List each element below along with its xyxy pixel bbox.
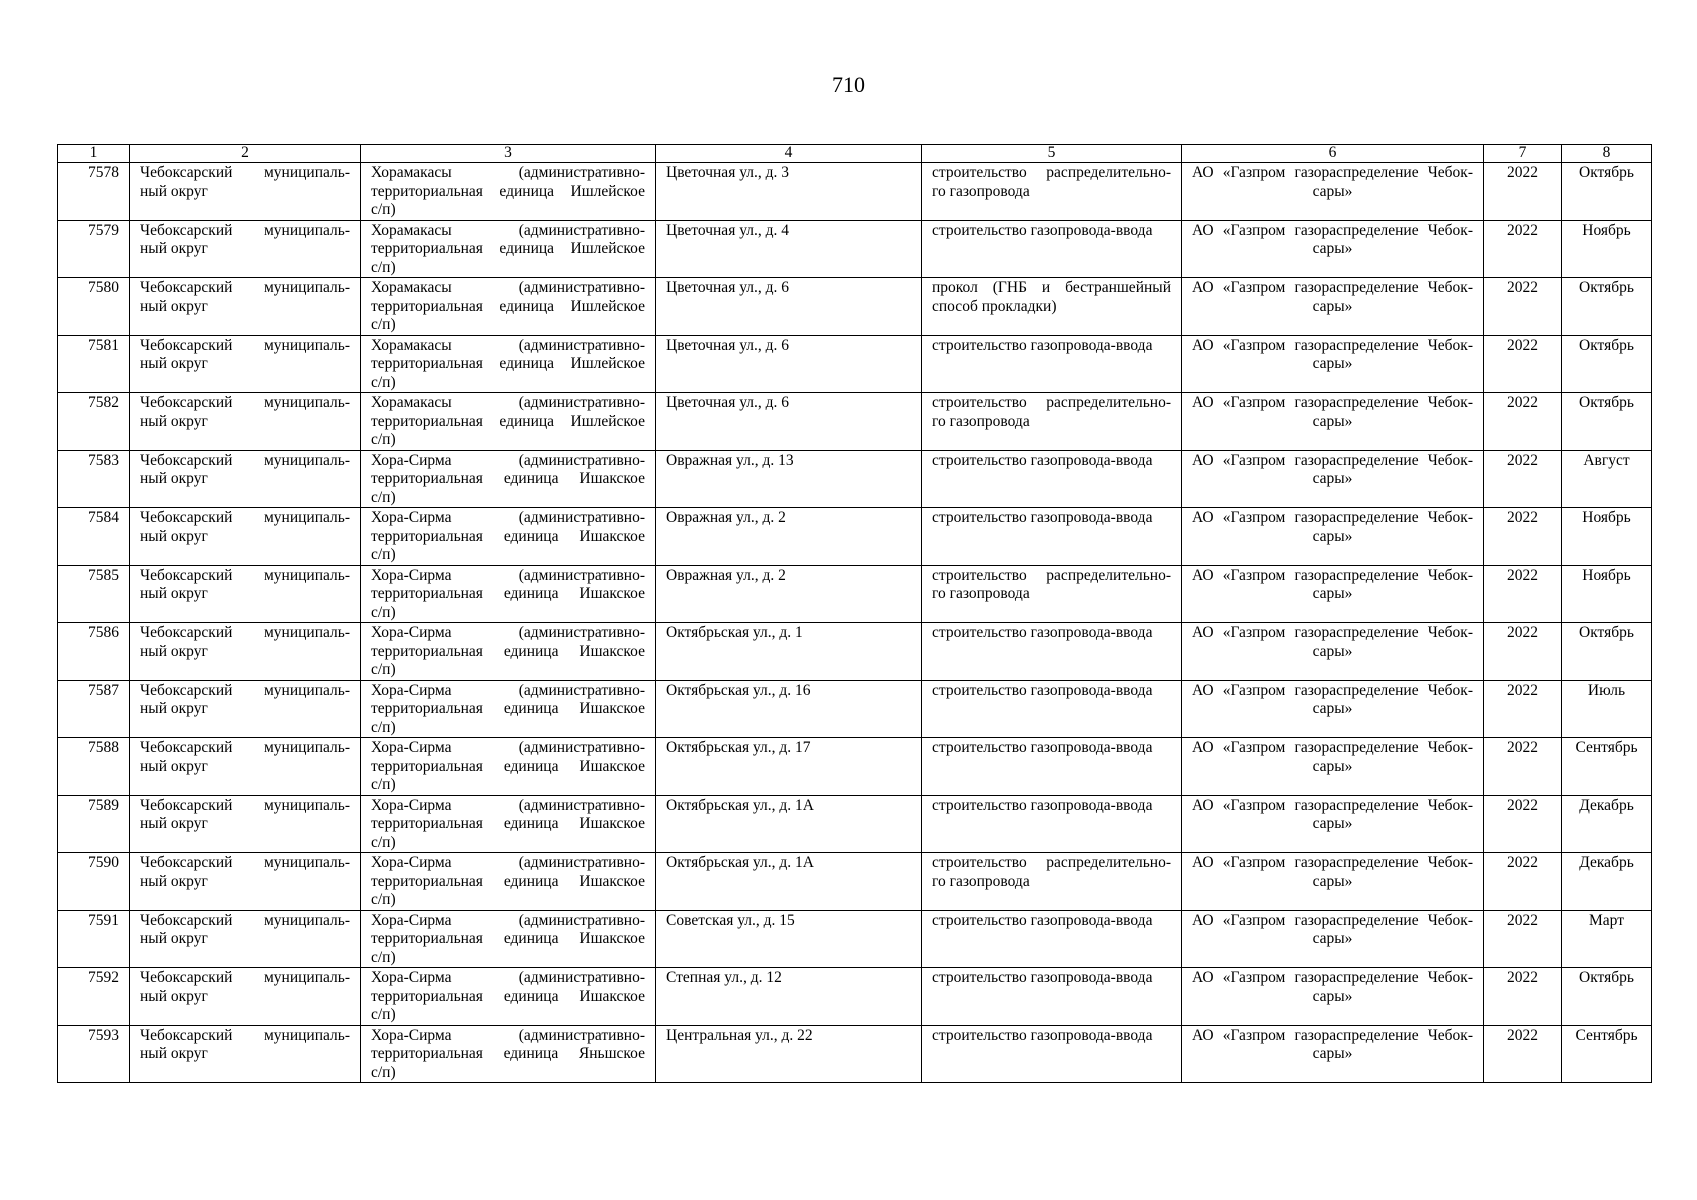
settlement-cell-line: территориальная единица Ишакское <box>371 757 645 775</box>
district-cell <box>130 393 361 451</box>
column-number-row <box>58 145 1652 163</box>
district-cell-line: ный округ <box>140 527 208 545</box>
row-number: 7584 <box>58 508 130 566</box>
table-row <box>58 335 1652 393</box>
row-number: 7585 <box>58 565 130 623</box>
month-cell: Октябрь <box>1562 623 1652 681</box>
column-header: 6 <box>1182 145 1484 163</box>
year-cell: 2022 <box>1484 163 1562 221</box>
address-cell: Советская ул., д. 15 <box>656 910 922 968</box>
address-cell: Цветочная ул., д. 3 <box>656 163 922 221</box>
settlement-cell-line: с/п) <box>371 833 396 851</box>
settlement-cell <box>361 393 656 451</box>
row-number: 7592 <box>58 968 130 1026</box>
settlement-cell-line: Хорамакасы (административно- <box>371 279 645 296</box>
month-cell: Июль <box>1562 680 1652 738</box>
organization-cell-line: АО «Газпром газораспределение Чебок- <box>1192 279 1473 296</box>
work-type-cell: строительство газопровода-ввода <box>922 680 1182 738</box>
organization-cell-line: АО «Газпром газораспределение Чебок- <box>1192 796 1473 814</box>
work-type-cell <box>922 393 1182 451</box>
work-type-cell-line: способ прокладки) <box>932 297 1057 315</box>
column-header: 4 <box>656 145 922 163</box>
address-cell: Овражная ул., д. 2 <box>656 565 922 623</box>
district-cell <box>130 968 361 1026</box>
district-cell-line: ный округ <box>140 585 208 602</box>
district-cell <box>130 795 361 853</box>
row-number: 7593 <box>58 1025 130 1083</box>
organization-cell <box>1182 220 1484 278</box>
work-type-cell-line: строительство распределительно- <box>932 164 1171 181</box>
settlement-cell-line: территориальная единица Ишакское <box>371 872 645 890</box>
settlement-cell <box>361 738 656 796</box>
settlement-cell <box>361 508 656 566</box>
organization-cell <box>1182 910 1484 968</box>
settlement-cell <box>361 220 656 278</box>
settlement-cell-line: территориальная единица Ишакское <box>371 700 645 717</box>
year-cell: 2022 <box>1484 393 1562 451</box>
month-cell: Октябрь <box>1562 393 1652 451</box>
district-cell-line: Чебоксарский муниципаль- <box>140 796 350 814</box>
table-row <box>58 1025 1652 1083</box>
column-header: 2 <box>130 145 361 163</box>
year-cell: 2022 <box>1484 1025 1562 1083</box>
settlement-cell-line: с/п) <box>371 373 396 391</box>
row-number: 7580 <box>58 278 130 336</box>
settlement-cell-line: с/п) <box>371 546 396 563</box>
settlement-cell-line: Хора-Сирма (административно- <box>371 681 645 699</box>
settlement-cell-line: Хора-Сирма (административно- <box>371 854 645 871</box>
row-number: 7579 <box>58 220 130 278</box>
column-header: 8 <box>1562 145 1652 163</box>
year-cell: 2022 <box>1484 738 1562 796</box>
organization-cell-line: сары» <box>1312 872 1353 890</box>
organization-cell-line: сары» <box>1312 355 1353 372</box>
district-cell-line: ный округ <box>140 642 208 660</box>
organization-cell-line: сары» <box>1312 240 1353 257</box>
district-cell-line: ный округ <box>140 930 208 947</box>
district-cell <box>130 335 361 393</box>
district-cell-line: Чебоксарский муниципаль- <box>140 624 350 641</box>
year-cell: 2022 <box>1484 623 1562 681</box>
work-type-cell <box>922 163 1182 221</box>
address-cell: Цветочная ул., д. 6 <box>656 393 922 451</box>
address-cell: Центральная ул., д. 22 <box>656 1025 922 1083</box>
district-cell-line: ный округ <box>140 815 208 832</box>
district-cell-line: Чебоксарский муниципаль- <box>140 509 350 526</box>
district-cell-line: Чебоксарский муниципаль- <box>140 164 350 181</box>
district-cell-line: ный округ <box>140 987 208 1005</box>
organization-cell-line: АО «Газпром газораспределение Чебок- <box>1192 681 1473 699</box>
district-cell-line: Чебоксарский муниципаль- <box>140 336 350 354</box>
organization-cell-line: АО «Газпром газораспределение Чебок- <box>1192 336 1473 354</box>
work-type-cell <box>922 565 1182 623</box>
address-cell: Цветочная ул., д. 4 <box>656 220 922 278</box>
settlement-cell-line: территориальная единица Ишакское <box>371 815 645 832</box>
work-type-cell: строительство газопровода-ввода <box>922 1025 1182 1083</box>
organization-cell-line: сары» <box>1312 585 1353 602</box>
work-type-cell: строительство газопровода-ввода <box>922 335 1182 393</box>
settlement-cell-line: с/п) <box>371 603 396 621</box>
district-cell-line: Чебоксарский муниципаль- <box>140 451 350 469</box>
month-cell: Сентябрь <box>1562 738 1652 796</box>
settlement-cell-line: Хора-Сирма (административно- <box>371 451 645 469</box>
district-cell <box>130 910 361 968</box>
district-cell <box>130 738 361 796</box>
settlement-cell <box>361 278 656 336</box>
settlement-cell-line: Хора-Сирма (административно- <box>371 969 645 986</box>
organization-cell <box>1182 853 1484 911</box>
month-cell: Октябрь <box>1562 335 1652 393</box>
settlement-cell-line: Хорамакасы (административно- <box>371 221 645 239</box>
settlement-cell <box>361 795 656 853</box>
month-cell: Декабрь <box>1562 853 1652 911</box>
row-number: 7581 <box>58 335 130 393</box>
row-number: 7589 <box>58 795 130 853</box>
settlement-cell-line: территориальная единица Ишакское <box>371 585 645 602</box>
settlement-cell <box>361 853 656 911</box>
district-cell <box>130 450 361 508</box>
year-cell: 2022 <box>1484 795 1562 853</box>
table-row <box>58 680 1652 738</box>
settlement-cell-line: территориальная единица Ишакское <box>371 930 645 947</box>
work-type-cell: строительство газопровода-ввода <box>922 450 1182 508</box>
table-row <box>58 795 1652 853</box>
settlement-cell-line: Хора-Сирма (административно- <box>371 1026 645 1044</box>
district-cell <box>130 680 361 738</box>
table-row <box>58 163 1652 221</box>
year-cell: 2022 <box>1484 508 1562 566</box>
settlement-cell-line: с/п) <box>371 201 396 218</box>
district-cell <box>130 565 361 623</box>
organization-cell-line: АО «Газпром газораспределение Чебок- <box>1192 566 1473 584</box>
district-cell <box>130 508 361 566</box>
gas-works-table <box>57 144 1652 1083</box>
organization-cell <box>1182 1025 1484 1083</box>
work-type-cell-line: строительство распределительно- <box>932 854 1171 871</box>
work-type-cell-line: строительство распределительно- <box>932 566 1171 584</box>
work-type-cell: строительство газопровода-ввода <box>922 968 1182 1026</box>
organization-cell-line: АО «Газпром газораспределение Чебок- <box>1192 969 1473 986</box>
organization-cell <box>1182 968 1484 1026</box>
settlement-cell <box>361 450 656 508</box>
settlement-cell <box>361 1025 656 1083</box>
settlement-cell-line: с/п) <box>371 488 396 506</box>
settlement-cell-line: территориальная единица Ишлейское <box>371 412 645 430</box>
settlement-cell <box>361 335 656 393</box>
district-cell <box>130 623 361 681</box>
table-row <box>58 220 1652 278</box>
page-number: 710 <box>832 72 865 97</box>
table-row <box>58 968 1652 1026</box>
district-cell-line: ный округ <box>140 872 208 890</box>
settlement-cell-line: территориальная единица Ишакское <box>371 470 645 487</box>
district-cell-line: Чебоксарский муниципаль- <box>140 221 350 239</box>
organization-cell-line: сары» <box>1312 987 1353 1005</box>
row-number: 7590 <box>58 853 130 911</box>
settlement-cell <box>361 910 656 968</box>
work-type-cell <box>922 278 1182 336</box>
row-number: 7582 <box>58 393 130 451</box>
table-row <box>58 910 1652 968</box>
organization-cell-line: АО «Газпром газораспределение Чебок- <box>1192 394 1473 411</box>
district-cell-line: ный округ <box>140 297 208 315</box>
address-cell: Октябрьская ул., д. 1 <box>656 623 922 681</box>
organization-cell <box>1182 278 1484 336</box>
district-cell-line: ный округ <box>140 700 208 717</box>
organization-cell-line: сары» <box>1312 297 1353 315</box>
work-type-cell: строительство газопровода-ввода <box>922 795 1182 853</box>
district-cell-line: Чебоксарский муниципаль- <box>140 911 350 929</box>
organization-cell-line: АО «Газпром газораспределение Чебок- <box>1192 739 1473 756</box>
settlement-cell-line: с/п) <box>371 718 396 736</box>
organization-cell-line: АО «Газпром газораспределение Чебок- <box>1192 164 1473 181</box>
year-cell: 2022 <box>1484 450 1562 508</box>
district-cell-line: Чебоксарский муниципаль- <box>140 1026 350 1044</box>
district-cell-line: ный округ <box>140 757 208 775</box>
organization-cell-line: сары» <box>1312 470 1353 487</box>
settlement-cell-line: Хора-Сирма (административно- <box>371 566 645 584</box>
year-cell: 2022 <box>1484 853 1562 911</box>
organization-cell <box>1182 795 1484 853</box>
table-row <box>58 738 1652 796</box>
settlement-cell-line: с/п) <box>371 891 396 908</box>
organization-cell-line: АО «Газпром газораспределение Чебок- <box>1192 509 1473 526</box>
district-cell-line: ный округ <box>140 182 208 200</box>
settlement-cell-line: Хора-Сирма (административно- <box>371 911 645 929</box>
district-cell-line: Чебоксарский муниципаль- <box>140 739 350 756</box>
organization-cell-line: сары» <box>1312 1045 1353 1062</box>
table-row <box>58 278 1652 336</box>
address-cell: Степная ул., д. 12 <box>656 968 922 1026</box>
work-type-cell-line: строительство распределительно- <box>932 394 1171 411</box>
work-type-cell: строительство газопровода-ввода <box>922 910 1182 968</box>
address-cell: Октябрьская ул., д. 17 <box>656 738 922 796</box>
year-cell: 2022 <box>1484 278 1562 336</box>
address-cell: Овражная ул., д. 2 <box>656 508 922 566</box>
organization-cell <box>1182 623 1484 681</box>
table-row <box>58 393 1652 451</box>
settlement-cell-line: с/п) <box>371 431 396 448</box>
settlement-cell-line: территориальная единица Ишлейское <box>371 297 645 315</box>
year-cell: 2022 <box>1484 968 1562 1026</box>
work-type-cell-line: прокол (ГНБ и бестраншейный <box>932 279 1171 296</box>
month-cell: Март <box>1562 910 1652 968</box>
month-cell: Октябрь <box>1562 163 1652 221</box>
work-type-cell-line: го газопровода <box>932 585 1030 602</box>
organization-cell-line: АО «Газпром газораспределение Чебок- <box>1192 854 1473 871</box>
settlement-cell <box>361 680 656 738</box>
district-cell-line: Чебоксарский муниципаль- <box>140 854 350 871</box>
district-cell-line: ный округ <box>140 355 208 372</box>
settlement-cell-line: Хорамакасы (административно- <box>371 394 645 411</box>
year-cell: 2022 <box>1484 220 1562 278</box>
work-type-cell-line: го газопровода <box>932 412 1030 430</box>
work-type-cell: строительство газопровода-ввода <box>922 738 1182 796</box>
settlement-cell-line: Хора-Сирма (административно- <box>371 509 645 526</box>
settlement-cell-line: Хорамакасы (административно- <box>371 336 645 354</box>
district-cell <box>130 1025 361 1083</box>
settlement-cell-line: с/п) <box>371 948 396 966</box>
district-cell-line: Чебоксарский муниципаль- <box>140 394 350 411</box>
month-cell: Сентябрь <box>1562 1025 1652 1083</box>
settlement-cell-line: Хора-Сирма (административно- <box>371 739 645 756</box>
organization-cell-line: сары» <box>1312 182 1353 200</box>
organization-cell-line: сары» <box>1312 930 1353 947</box>
column-header: 5 <box>922 145 1182 163</box>
organization-cell-line: АО «Газпром газораспределение Чебок- <box>1192 911 1473 929</box>
year-cell: 2022 <box>1484 680 1562 738</box>
work-type-cell <box>922 853 1182 911</box>
organization-cell <box>1182 393 1484 451</box>
settlement-cell <box>361 163 656 221</box>
district-cell-line: ный округ <box>140 470 208 487</box>
address-cell: Цветочная ул., д. 6 <box>656 335 922 393</box>
settlement-cell-line: территориальная единица Ишакское <box>371 642 645 660</box>
address-cell: Октябрьская ул., д. 1А <box>656 795 922 853</box>
settlement-cell-line: территориальная единица Ишлейское <box>371 240 645 257</box>
year-cell: 2022 <box>1484 335 1562 393</box>
organization-cell-line: АО «Газпром газораспределение Чебок- <box>1192 624 1473 641</box>
settlement-cell-line: с/п) <box>371 776 396 793</box>
settlement-cell-line: Хора-Сирма (административно- <box>371 624 645 641</box>
organization-cell <box>1182 450 1484 508</box>
table-row <box>58 508 1652 566</box>
organization-cell <box>1182 565 1484 623</box>
settlement-cell <box>361 968 656 1026</box>
organization-cell-line: АО «Газпром газораспределение Чебок- <box>1192 451 1473 469</box>
organization-cell-line: АО «Газпром газораспределение Чебок- <box>1192 221 1473 239</box>
settlement-cell-line: с/п) <box>371 316 396 333</box>
district-cell-line: Чебоксарский муниципаль- <box>140 681 350 699</box>
organization-cell-line: сары» <box>1312 815 1353 832</box>
month-cell: Ноябрь <box>1562 508 1652 566</box>
organization-cell-line: сары» <box>1312 642 1353 660</box>
row-number: 7587 <box>58 680 130 738</box>
settlement-cell-line: с/п) <box>371 661 396 678</box>
address-cell: Октябрьская ул., д. 16 <box>656 680 922 738</box>
row-number: 7591 <box>58 910 130 968</box>
organization-cell <box>1182 163 1484 221</box>
organization-cell <box>1182 738 1484 796</box>
month-cell: Август <box>1562 450 1652 508</box>
month-cell: Декабрь <box>1562 795 1652 853</box>
district-cell <box>130 853 361 911</box>
district-cell <box>130 163 361 221</box>
month-cell: Ноябрь <box>1562 220 1652 278</box>
row-number: 7588 <box>58 738 130 796</box>
work-type-cell-line: го газопровода <box>932 872 1030 890</box>
settlement-cell-line: Хора-Сирма (административно- <box>371 796 645 814</box>
settlement-cell <box>361 565 656 623</box>
year-cell: 2022 <box>1484 565 1562 623</box>
settlement-cell-line: с/п) <box>371 258 396 276</box>
organization-cell <box>1182 335 1484 393</box>
work-type-cell: строительство газопровода-ввода <box>922 508 1182 566</box>
work-type-cell: строительство газопровода-ввода <box>922 220 1182 278</box>
settlement-cell-line: территориальная единица Ишакское <box>371 527 645 545</box>
year-cell: 2022 <box>1484 910 1562 968</box>
settlement-cell-line: Хорамакасы (административно- <box>371 164 645 181</box>
settlement-cell-line: территориальная единица Ишлейское <box>371 182 645 200</box>
district-cell <box>130 278 361 336</box>
work-type-cell: строительство газопровода-ввода <box>922 623 1182 681</box>
organization-cell-line: АО «Газпром газораспределение Чебок- <box>1192 1026 1473 1044</box>
organization-cell-line: сары» <box>1312 757 1353 775</box>
table-row <box>58 623 1652 681</box>
address-cell: Овражная ул., д. 13 <box>656 450 922 508</box>
district-cell-line: Чебоксарский муниципаль- <box>140 279 350 296</box>
table-body <box>58 163 1652 1083</box>
district-cell-line: Чебоксарский муниципаль- <box>140 969 350 986</box>
organization-cell <box>1182 508 1484 566</box>
column-header: 3 <box>361 145 656 163</box>
settlement-cell <box>361 623 656 681</box>
settlement-cell-line: с/п) <box>371 1006 396 1023</box>
organization-cell-line: сары» <box>1312 527 1353 545</box>
organization-cell <box>1182 680 1484 738</box>
settlement-cell-line: с/п) <box>371 1063 396 1081</box>
month-cell: Октябрь <box>1562 968 1652 1026</box>
row-number: 7578 <box>58 163 130 221</box>
settlement-cell-line: территориальная единица Яньшское <box>371 1045 645 1062</box>
table-row <box>58 450 1652 508</box>
settlement-cell-line: территориальная единица Ишлейское <box>371 355 645 372</box>
address-cell: Цветочная ул., д. 6 <box>656 278 922 336</box>
district-cell-line: ный округ <box>140 412 208 430</box>
month-cell: Октябрь <box>1562 278 1652 336</box>
address-cell: Октябрьская ул., д. 1А <box>656 853 922 911</box>
row-number: 7583 <box>58 450 130 508</box>
table-row <box>58 853 1652 911</box>
district-cell-line: ный округ <box>140 240 208 257</box>
column-header: 1 <box>58 145 130 163</box>
district-cell <box>130 220 361 278</box>
row-number: 7586 <box>58 623 130 681</box>
district-cell-line: ный округ <box>140 1045 208 1062</box>
work-type-cell-line: го газопровода <box>932 182 1030 200</box>
organization-cell-line: сары» <box>1312 700 1353 717</box>
organization-cell-line: сары» <box>1312 412 1353 430</box>
month-cell: Ноябрь <box>1562 565 1652 623</box>
table-row <box>58 565 1652 623</box>
district-cell-line: Чебоксарский муниципаль- <box>140 566 350 584</box>
column-header: 7 <box>1484 145 1562 163</box>
settlement-cell-line: территориальная единица Ишакское <box>371 987 645 1005</box>
